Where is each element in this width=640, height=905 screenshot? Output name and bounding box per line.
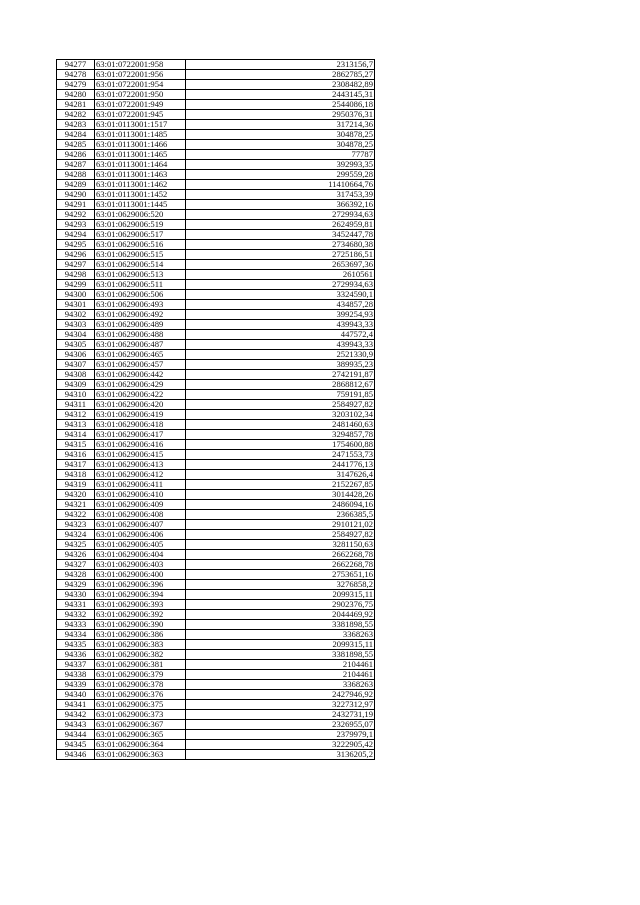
row-number-cell: 94317: [57, 460, 95, 470]
row-number-cell: 94296: [57, 250, 95, 260]
row-number-cell: 94341: [57, 700, 95, 710]
cadastral-number-cell: 63:01:0629006:386: [95, 630, 186, 640]
cadastral-value-cell: 392993,35: [186, 160, 375, 170]
table-row: [57, 410, 375, 420]
table-row: [57, 430, 375, 440]
cadastral-number-cell: 63:01:0629006:413: [95, 460, 186, 470]
table-row: [57, 200, 375, 210]
cadastral-number-cell: 63:01:0629006:405: [95, 540, 186, 550]
row-number-cell: 94331: [57, 600, 95, 610]
row-number-cell: 94337: [57, 660, 95, 670]
cadastral-value-cell: 2862785,27: [186, 70, 375, 80]
cadastral-value-cell: 3324590,1: [186, 290, 375, 300]
cadastral-value-cell: 3294857,78: [186, 430, 375, 440]
table-row: [57, 220, 375, 230]
row-number-cell: 94300: [57, 290, 95, 300]
row-number-cell: 94326: [57, 550, 95, 560]
table-row: [57, 280, 375, 290]
row-number-cell: 94286: [57, 150, 95, 160]
cadastral-number-cell: 63:01:0629006:404: [95, 550, 186, 560]
table-row: [57, 100, 375, 110]
cadastral-value-cell: 2379979,1: [186, 730, 375, 740]
cadastral-number-cell: 63:01:0629006:403: [95, 560, 186, 570]
cadastral-value-cell: 2432731,19: [186, 710, 375, 720]
row-number-cell: 94343: [57, 720, 95, 730]
cadastral-number-cell: 63:01:0722001:945: [95, 110, 186, 120]
row-number-cell: 94280: [57, 90, 95, 100]
cadastral-number-cell: 63:01:0629006:506: [95, 290, 186, 300]
cadastral-number-cell: 63:01:0629006:406: [95, 530, 186, 540]
cadastral-value-cell: 3368263: [186, 680, 375, 690]
row-number-cell: 94328: [57, 570, 95, 580]
table-row: [57, 70, 375, 80]
cadastral-number-cell: 63:01:0113001:1517: [95, 120, 186, 130]
table-row: [57, 90, 375, 100]
cadastral-number-cell: 63:01:0629006:408: [95, 510, 186, 520]
row-number-cell: 94281: [57, 100, 95, 110]
row-number-cell: 94293: [57, 220, 95, 230]
cadastral-value-cell: 3147626,4: [186, 470, 375, 480]
table-row: [57, 720, 375, 730]
cadastral-number-cell: 63:01:0629006:418: [95, 420, 186, 430]
cadastral-number-cell: 63:01:0629006:488: [95, 330, 186, 340]
table-row: [57, 120, 375, 130]
cadastral-number-cell: 63:01:0629006:412: [95, 470, 186, 480]
table-row: [57, 700, 375, 710]
table-row: [57, 420, 375, 430]
cadastral-value-cell: 2544086,18: [186, 100, 375, 110]
cadastral-value-table: [56, 59, 375, 760]
cadastral-number-cell: 63:01:0113001:1485: [95, 130, 186, 140]
table-row: [57, 560, 375, 570]
row-number-cell: 94303: [57, 320, 95, 330]
table-row: [57, 250, 375, 260]
table-row: [57, 300, 375, 310]
row-number-cell: 94283: [57, 120, 95, 130]
row-number-cell: 94315: [57, 440, 95, 450]
cadastral-number-cell: 63:01:0629006:381: [95, 660, 186, 670]
table-row: [57, 630, 375, 640]
cadastral-number-cell: 63:01:0629006:375: [95, 700, 186, 710]
cadastral-value-cell: 2950376,31: [186, 110, 375, 120]
cadastral-value-cell: 2753651,16: [186, 570, 375, 580]
cadastral-value-cell: 3014428,26: [186, 490, 375, 500]
row-number-cell: 94284: [57, 130, 95, 140]
cadastral-number-cell: 63:01:0629006:429: [95, 380, 186, 390]
table-row: [57, 600, 375, 610]
row-number-cell: 94285: [57, 140, 95, 150]
table-row: [57, 290, 375, 300]
cadastral-value-cell: 2044469,92: [186, 610, 375, 620]
row-number-cell: 94312: [57, 410, 95, 420]
cadastral-value-cell: 2441776,13: [186, 460, 375, 470]
row-number-cell: 94346: [57, 750, 95, 760]
table-row: [57, 460, 375, 470]
cadastral-number-cell: 63:01:0629006:400: [95, 570, 186, 580]
cadastral-number-cell: 63:01:0629006:416: [95, 440, 186, 450]
row-number-cell: 94319: [57, 480, 95, 490]
row-number-cell: 94277: [57, 60, 95, 70]
cadastral-number-cell: 63:01:0629006:396: [95, 580, 186, 590]
cadastral-number-cell: 63:01:0629006:382: [95, 650, 186, 660]
cadastral-number-cell: 63:01:0629006:457: [95, 360, 186, 370]
cadastral-number-cell: 63:01:0722001:949: [95, 100, 186, 110]
row-number-cell: 94288: [57, 170, 95, 180]
row-number-cell: 94313: [57, 420, 95, 430]
cadastral-value-cell: 304878,25: [186, 130, 375, 140]
table-row: [57, 710, 375, 720]
row-number-cell: 94314: [57, 430, 95, 440]
table-row: [57, 260, 375, 270]
row-number-cell: 94322: [57, 510, 95, 520]
table-row: [57, 690, 375, 700]
table-row: [57, 750, 375, 760]
cadastral-value-cell: 2662268,78: [186, 560, 375, 570]
row-number-cell: 94334: [57, 630, 95, 640]
cadastral-value-cell: 3281150,63: [186, 540, 375, 550]
cadastral-value-cell: 3381898,55: [186, 650, 375, 660]
table-row: [57, 330, 375, 340]
table-row: [57, 350, 375, 360]
cadastral-number-cell: 63:01:0629006:520: [95, 210, 186, 220]
row-number-cell: 94324: [57, 530, 95, 540]
table-row: [57, 80, 375, 90]
row-number-cell: 94295: [57, 240, 95, 250]
row-number-cell: 94340: [57, 690, 95, 700]
cadastral-number-cell: 63:01:0629006:394: [95, 590, 186, 600]
cadastral-value-cell: 2624959,81: [186, 220, 375, 230]
cadastral-value-cell: 439943,33: [186, 320, 375, 330]
table-row: [57, 450, 375, 460]
cadastral-number-cell: 63:01:0113001:1466: [95, 140, 186, 150]
table-row: [57, 680, 375, 690]
cadastral-number-cell: 63:01:0629006:489: [95, 320, 186, 330]
cadastral-value-cell: 2427946,92: [186, 690, 375, 700]
cadastral-number-cell: 63:01:0629006:487: [95, 340, 186, 350]
row-number-cell: 94310: [57, 390, 95, 400]
table-row: [57, 340, 375, 350]
cadastral-number-cell: 63:01:0629006:378: [95, 680, 186, 690]
cadastral-number-cell: 63:01:0629006:417: [95, 430, 186, 440]
cadastral-number-cell: 63:01:0629006:415: [95, 450, 186, 460]
cadastral-value-cell: 2104461: [186, 660, 375, 670]
table-row: [57, 210, 375, 220]
table-row: [57, 440, 375, 450]
row-number-cell: 94344: [57, 730, 95, 740]
cadastral-value-cell: 3452447,78: [186, 230, 375, 240]
cadastral-number-cell: 63:01:0629006:367: [95, 720, 186, 730]
cadastral-value-cell: 3203102,34: [186, 410, 375, 420]
table-row: [57, 110, 375, 120]
cadastral-value-cell: 2902376,75: [186, 600, 375, 610]
row-number-cell: 94282: [57, 110, 95, 120]
cadastral-value-cell: 2521330,9: [186, 350, 375, 360]
row-number-cell: 94327: [57, 560, 95, 570]
cadastral-number-cell: 63:01:0629006:410: [95, 490, 186, 500]
row-number-cell: 94279: [57, 80, 95, 90]
table-row: [57, 380, 375, 390]
cadastral-value-cell: 2610561: [186, 270, 375, 280]
table-row: [57, 670, 375, 680]
cadastral-value-cell: 2662268,78: [186, 550, 375, 560]
cadastral-number-cell: 63:01:0629006:393: [95, 600, 186, 610]
cadastral-value-cell: 3276858,2: [186, 580, 375, 590]
table-row: [57, 620, 375, 630]
cadastral-number-cell: 63:01:0629006:493: [95, 300, 186, 310]
cadastral-value-cell: 2443145,31: [186, 90, 375, 100]
cadastral-value-cell: 304878,25: [186, 140, 375, 150]
cadastral-number-cell: 63:01:0629006:383: [95, 640, 186, 650]
row-number-cell: 94323: [57, 520, 95, 530]
row-number-cell: 94298: [57, 270, 95, 280]
cadastral-value-cell: 1754600,88: [186, 440, 375, 450]
table-row: [57, 480, 375, 490]
cadastral-number-cell: 63:01:0113001:1445: [95, 200, 186, 210]
table-row: [57, 270, 375, 280]
cadastral-value-cell: 447572,4: [186, 330, 375, 340]
row-number-cell: 94301: [57, 300, 95, 310]
cadastral-value-cell: 399254,93: [186, 310, 375, 320]
row-number-cell: 94278: [57, 70, 95, 80]
cadastral-value-cell: 2104461: [186, 670, 375, 680]
table-row: [57, 60, 375, 70]
row-number-cell: 94287: [57, 160, 95, 170]
table-row: [57, 520, 375, 530]
cadastral-number-cell: 63:01:0629006:409: [95, 500, 186, 510]
row-number-cell: 94335: [57, 640, 95, 650]
table-row: [57, 730, 375, 740]
cadastral-number-cell: 63:01:0113001:1463: [95, 170, 186, 180]
cadastral-number-cell: 63:01:0629006:392: [95, 610, 186, 620]
row-number-cell: 94332: [57, 610, 95, 620]
cadastral-number-cell: 63:01:0629006:519: [95, 220, 186, 230]
row-number-cell: 94304: [57, 330, 95, 340]
cadastral-number-cell: 63:01:0629006:513: [95, 270, 186, 280]
row-number-cell: 94290: [57, 190, 95, 200]
table-row: [57, 390, 375, 400]
row-number-cell: 94291: [57, 200, 95, 210]
row-number-cell: 94339: [57, 680, 95, 690]
cadastral-number-cell: 63:01:0629006:514: [95, 260, 186, 270]
row-number-cell: 94318: [57, 470, 95, 480]
row-number-cell: 94342: [57, 710, 95, 720]
cadastral-value-cell: 2742191,87: [186, 370, 375, 380]
cadastral-value-cell: 2366385,5: [186, 510, 375, 520]
cadastral-number-cell: 63:01:0722001:950: [95, 90, 186, 100]
cadastral-value-cell: 3368263: [186, 630, 375, 640]
cadastral-number-cell: 63:01:0629006:390: [95, 620, 186, 630]
cadastral-number-cell: 63:01:0722001:956: [95, 70, 186, 80]
cadastral-number-cell: 63:01:0629006:420: [95, 400, 186, 410]
table-row: [57, 230, 375, 240]
row-number-cell: 94309: [57, 380, 95, 390]
cadastral-value-cell: 389935,23: [186, 360, 375, 370]
cadastral-value-cell: 77787: [186, 150, 375, 160]
cadastral-number-cell: 63:01:0629006:465: [95, 350, 186, 360]
cadastral-number-cell: 63:01:0629006:516: [95, 240, 186, 250]
table-row: [57, 580, 375, 590]
cadastral-value-cell: 317453,39: [186, 190, 375, 200]
cadastral-value-cell: 2729934,63: [186, 210, 375, 220]
cadastral-number-cell: 63:01:0113001:1452: [95, 190, 186, 200]
cadastral-value-cell: 3381898,55: [186, 620, 375, 630]
row-number-cell: 94292: [57, 210, 95, 220]
cadastral-value-cell: 2729934,63: [186, 280, 375, 290]
cadastral-number-cell: 63:01:0629006:422: [95, 390, 186, 400]
cadastral-value-cell: 2313156,7: [186, 60, 375, 70]
cadastral-number-cell: 63:01:0629006:363: [95, 750, 186, 760]
row-number-cell: 94299: [57, 280, 95, 290]
table-row: [57, 590, 375, 600]
table-row: [57, 400, 375, 410]
table-row: [57, 160, 375, 170]
row-number-cell: 94297: [57, 260, 95, 270]
row-number-cell: 94308: [57, 370, 95, 380]
row-number-cell: 94321: [57, 500, 95, 510]
table-row: [57, 170, 375, 180]
cadastral-number-cell: 63:01:0113001:1462: [95, 180, 186, 190]
cadastral-value-cell: 2910121,02: [186, 520, 375, 530]
cadastral-value-cell: 3136205,2: [186, 750, 375, 760]
row-number-cell: 94289: [57, 180, 95, 190]
cadastral-number-cell: 63:01:0629006:515: [95, 250, 186, 260]
table-row: [57, 640, 375, 650]
cadastral-value-cell: 3227312,97: [186, 700, 375, 710]
table-row: [57, 650, 375, 660]
table-row: [57, 540, 375, 550]
cadastral-value-cell: 2584927,82: [186, 530, 375, 540]
cadastral-value-cell: 434857,28: [186, 300, 375, 310]
cadastral-value-cell: 11410664,76: [186, 180, 375, 190]
cadastral-number-cell: 63:01:0629006:373: [95, 710, 186, 720]
cadastral-value-cell: 2584927,82: [186, 400, 375, 410]
row-number-cell: 94330: [57, 590, 95, 600]
cadastral-value-cell: 2471553,73: [186, 450, 375, 460]
cadastral-value-cell: 3222905,42: [186, 740, 375, 750]
cadastral-number-cell: 63:01:0629006:419: [95, 410, 186, 420]
row-number-cell: 94345: [57, 740, 95, 750]
cadastral-number-cell: 63:01:0629006:365: [95, 730, 186, 740]
cadastral-number-cell: 63:01:0629006:511: [95, 280, 186, 290]
cadastral-value-cell: 317214,36: [186, 120, 375, 130]
cadastral-value-cell: 2486094,16: [186, 500, 375, 510]
row-number-cell: 94333: [57, 620, 95, 630]
row-number-cell: 94336: [57, 650, 95, 660]
cadastral-number-cell: 63:01:0722001:958: [95, 60, 186, 70]
cadastral-value-cell: 759191,85: [186, 390, 375, 400]
cadastral-number-cell: 63:01:0629006:407: [95, 520, 186, 530]
cadastral-number-cell: 63:01:0629006:517: [95, 230, 186, 240]
table-row: [57, 320, 375, 330]
table-row: [57, 190, 375, 200]
cadastral-value-cell: 366392,16: [186, 200, 375, 210]
table-row: [57, 370, 375, 380]
cadastral-value-cell: 2308482,89: [186, 80, 375, 90]
table-row: [57, 310, 375, 320]
row-number-cell: 94320: [57, 490, 95, 500]
cadastral-value-cell: 439943,33: [186, 340, 375, 350]
table-row: [57, 510, 375, 520]
table-row: [57, 500, 375, 510]
cadastral-number-cell: 63:01:0629006:442: [95, 370, 186, 380]
cadastral-value-cell: 2653697,36: [186, 260, 375, 270]
table-row: [57, 490, 375, 500]
table-row: [57, 530, 375, 540]
cadastral-number-cell: 63:01:0629006:379: [95, 670, 186, 680]
table-row: [57, 470, 375, 480]
table-row: [57, 360, 375, 370]
table-row: [57, 240, 375, 250]
row-number-cell: 94307: [57, 360, 95, 370]
cadastral-number-cell: 63:01:0113001:1464: [95, 160, 186, 170]
cadastral-number-cell: 63:01:0629006:492: [95, 310, 186, 320]
row-number-cell: 94329: [57, 580, 95, 590]
cadastral-number-cell: 63:01:0629006:376: [95, 690, 186, 700]
cadastral-value-cell: 2099315,11: [186, 640, 375, 650]
table-row: [57, 130, 375, 140]
table-row: [57, 140, 375, 150]
row-number-cell: 94338: [57, 670, 95, 680]
cadastral-value-cell: 2099315,11: [186, 590, 375, 600]
cadastral-value-cell: 2868812,67: [186, 380, 375, 390]
cadastral-number-cell: 63:01:0113001:1465: [95, 150, 186, 160]
cadastral-value-cell: 299559,28: [186, 170, 375, 180]
cadastral-value-cell: 2725186,51: [186, 250, 375, 260]
cadastral-value-cell: 2481460,63: [186, 420, 375, 430]
cadastral-value-cell: 2734680,38: [186, 240, 375, 250]
table-row: [57, 550, 375, 560]
table-row: [57, 150, 375, 160]
table-row: [57, 610, 375, 620]
row-number-cell: 94316: [57, 450, 95, 460]
table-row: [57, 740, 375, 750]
cadastral-number-cell: 63:01:0722001:954: [95, 80, 186, 90]
table-row: [57, 570, 375, 580]
row-number-cell: 94311: [57, 400, 95, 410]
row-number-cell: 94306: [57, 350, 95, 360]
row-number-cell: 94302: [57, 310, 95, 320]
cadastral-value-cell: 2326955,07: [186, 720, 375, 730]
row-number-cell: 94325: [57, 540, 95, 550]
table-body: [57, 60, 375, 760]
table-row: [57, 180, 375, 190]
cadastral-number-cell: 63:01:0629006:364: [95, 740, 186, 750]
cadastral-value-cell: 2152267,85: [186, 480, 375, 490]
row-number-cell: 94294: [57, 230, 95, 240]
row-number-cell: 94305: [57, 340, 95, 350]
cadastral-number-cell: 63:01:0629006:411: [95, 480, 186, 490]
table-row: [57, 660, 375, 670]
